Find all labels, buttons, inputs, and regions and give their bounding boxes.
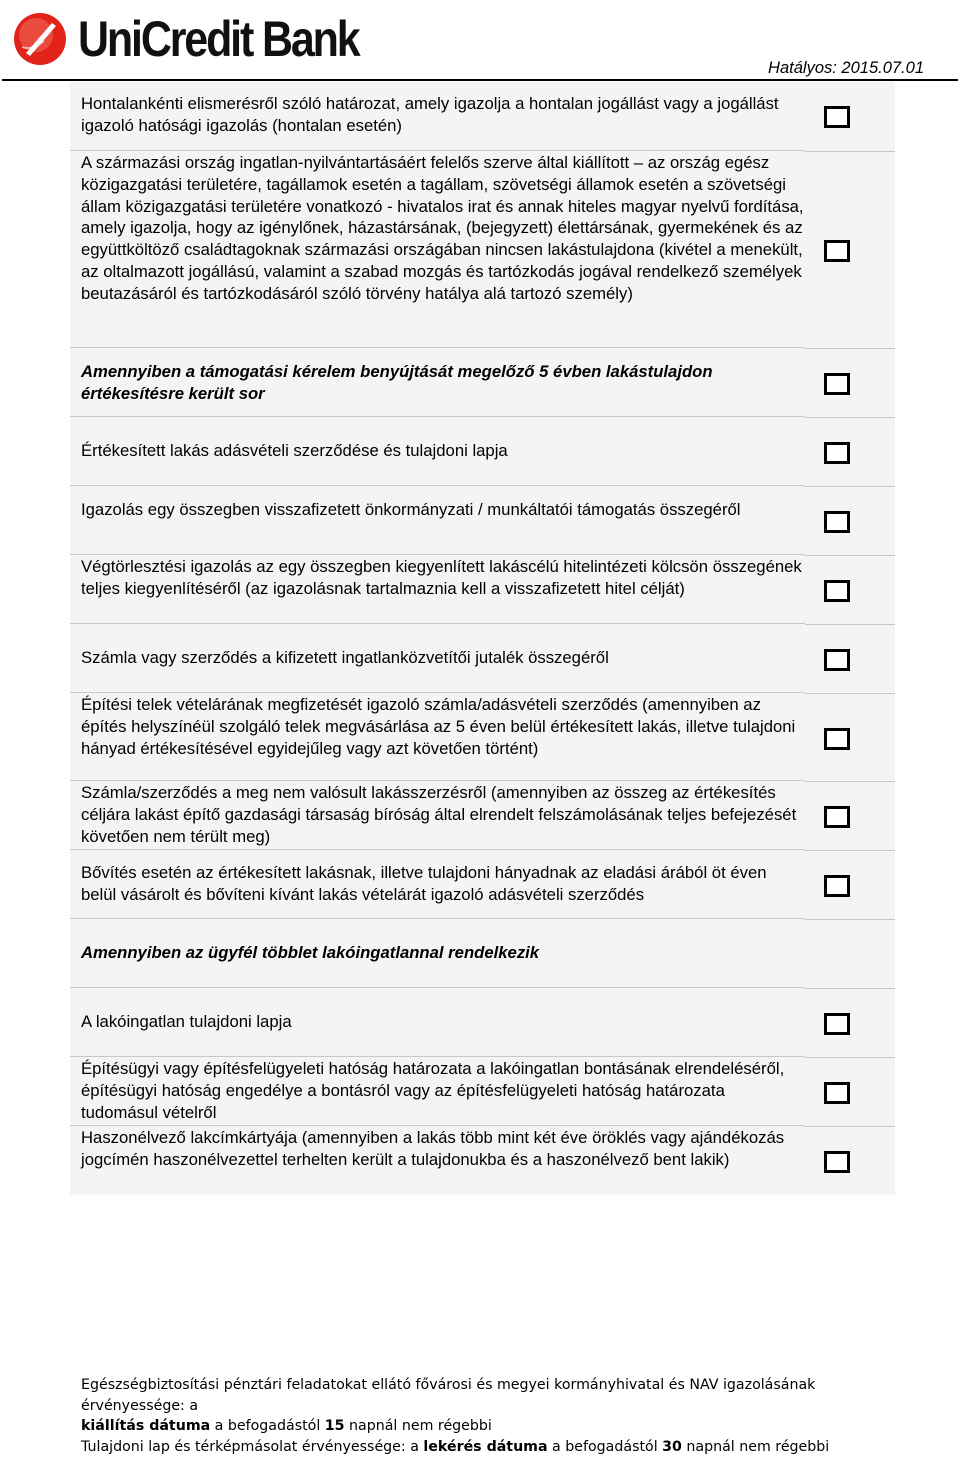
checkbox-cell (805, 555, 895, 624)
checklist-row (70, 624, 895, 693)
checkbox-cell (805, 82, 895, 151)
row-text: Számla/szerződés a meg nem valósult lakásszerzésről (amennyiben az összeg az értékesítés céljára lakást építő gazdasági társaság bíróság által elrendelt felszámolásának teljes befejezését követően nem térült meg) (70, 781, 805, 850)
checkbox[interactable] (824, 580, 850, 602)
checkbox[interactable] (824, 240, 850, 262)
row-text: Értékesített lakás adásvételi szerződése és tulajdoni lapja (70, 417, 805, 486)
checklist-row (70, 82, 895, 151)
section-row (70, 919, 895, 988)
footnote-line-1: Egészségbiztosítási pénztári feladatokat ellátó fővárosi és megyei kormányhivatal és NAV igazolásának érvényessége: a (81, 1375, 921, 1416)
page-header (0, 0, 960, 82)
checkbox-cell (805, 486, 895, 555)
checklist-row (70, 348, 895, 417)
checklist-row (70, 988, 895, 1057)
unicredit-logo-icon (12, 11, 68, 67)
checkbox[interactable] (824, 806, 850, 828)
checkbox[interactable] (824, 442, 850, 464)
checkbox-cell (805, 624, 895, 693)
header-divider (2, 79, 958, 81)
checkbox-cell (805, 693, 895, 781)
row-text: A származási ország ingatlan-nyilvántartásáért felelős szerve által kiállított – az ország egész közigazgatási területére, tagállamok esetén a tagállam, szövetségi államok esetén a szövetségi állam közigazgatási területére vonatkozó - hivatalos irat és annak hiteles magyar nyelvű fordítása, amely igazolja, hogy az igénylőnek, házastársának, (bejegyzett) élettársának, gyermekének és az együttköltöző családtagoknak származási országában nincsen lakástulajdona (kivétel a menekült, az oltalmazott jogállású, valamint a szabad mozgás és tartózkodás jogával rendelkező személyek beutazásáról és tartózkodásáról szóló törvény hatálya alá tartozó személy) (70, 151, 805, 348)
checkbox-cell (805, 348, 895, 417)
row-text: Építésügyi vagy építésfelügyeleti hatóság határozata a lakóingatlan bontásának elrendeléséről, építésügyi hatóság engedélye a bontásról vagy az építésfelügyeleti hatóság határozata tudomásul vételről (70, 1057, 805, 1126)
checklist-row (70, 1126, 895, 1195)
checkbox-cell (805, 1126, 895, 1195)
checkbox[interactable] (824, 875, 850, 897)
checkbox-cell (805, 850, 895, 919)
checkbox-cell (805, 781, 895, 850)
checkbox[interactable] (824, 1151, 850, 1173)
checkbox[interactable] (824, 649, 850, 671)
checklist-row (70, 151, 895, 348)
row-text: Bővítés esetén az értékesített lakásnak, illetve tulajdoni hányadnak az eladási árából öt éven belül vásárolt és bővíteni kívánt lakás vételárát igazoló adásvételi szerződés (70, 850, 805, 919)
checkbox[interactable] (824, 511, 850, 533)
footnote-line-3: Tulajdoni lap és térképmásolat érvényessége: a lekérés dátuma a befogadástól 30 napnál nem régebbi (81, 1437, 921, 1457)
checkbox[interactable] (824, 373, 850, 395)
checkbox[interactable] (824, 728, 850, 750)
row-text: Építési telek vételárának megfizetését igazoló számla/adásvételi szerződés (amennyiben az építés helyszínéül szolgáló telek megvásárlása az 5 éven belül értékesített lakás, illetve tulajdoni hányad értékesítésével egyidejűleg vagy azt követően történt) (70, 693, 805, 781)
section-heading: Amennyiben az ügyfél többlet lakóingatlannal rendelkezik (70, 919, 805, 988)
checklist-row (70, 850, 895, 919)
checklist-row (70, 1057, 895, 1126)
checkbox[interactable] (824, 1013, 850, 1035)
row-text: A lakóingatlan tulajdoni lapja (70, 988, 805, 1057)
checkbox-cell (805, 151, 895, 348)
empty-cell (805, 919, 895, 988)
validity-footnote (81, 1375, 921, 1457)
checklist-row (70, 486, 895, 555)
section-heading: Amennyiben a támogatási kérelem benyújtását megelőző 5 évben lakástulajdon értékesítésre került sor (70, 348, 805, 417)
footnote-line-2: kiállítás dátuma a befogadástól 15 napnál nem régebbi (81, 1416, 921, 1437)
checkbox[interactable] (824, 1082, 850, 1104)
checklist-row (70, 781, 895, 850)
row-text: Végtörlesztési igazolás az egy összegben kiegyenlített lakáscélú hitelintézeti kölcsön összegének teljes kiegyenlítéséről (az igazolásnak tartalmaznia kell a visszafizetett hitel célját) (70, 555, 805, 624)
effective-date: Hatályos: 2015.07.01 (768, 59, 924, 78)
checkbox-cell (805, 988, 895, 1057)
row-text: Haszonélvező lakcímkártyája (amennyiben a lakás több mint két éve öröklés vagy ajándékozás jogcímén haszonélvezettel terhelten került a tulajdonukba és a haszonélvező bent lakik) (70, 1126, 805, 1195)
checkbox-cell (805, 417, 895, 486)
brand-name: UniCredit Bank (78, 14, 359, 64)
checklist-row (70, 417, 895, 486)
checklist-row (70, 693, 895, 781)
checklist-row (70, 555, 895, 624)
row-text: Igazolás egy összegben visszafizetett önkormányzati / munkáltatói támogatás összegéről (70, 486, 805, 555)
row-text: Számla vagy szerződés a kifizetett ingatlanközvetítői jutalék összegéről (70, 624, 805, 693)
row-text: Hontalankénti elismerésről szóló határozat, amely igazolja a hontalan jogállást vagy a jogállást igazoló hatósági igazolás (hontalan esetén) (70, 82, 805, 151)
checkbox[interactable] (824, 106, 850, 128)
unicredit-logo (12, 10, 404, 68)
checkbox-cell (805, 1057, 895, 1126)
